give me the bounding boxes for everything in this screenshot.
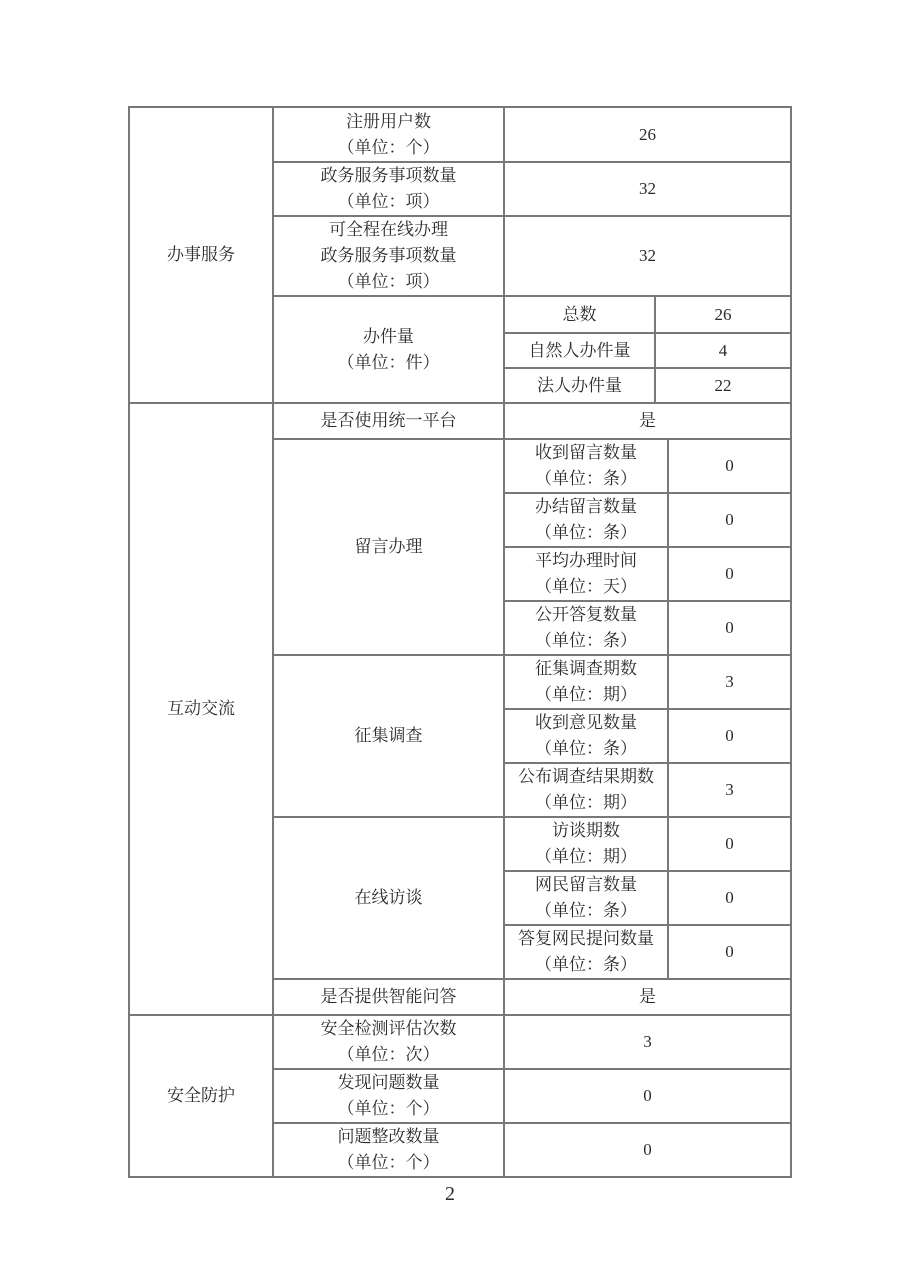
metric-label-cell: 是否使用统一平台 — [273, 403, 504, 439]
metric-label-cell — [273, 107, 504, 162]
sub-metric-label: 征集调查期数 — [535, 659, 637, 678]
metric-group-cell: 留言办理 — [273, 439, 504, 655]
metric-label: 办件量 — [363, 326, 414, 346]
sub-metric-label-cell — [504, 439, 668, 493]
sub-metric-unit: （单位：条） — [535, 955, 637, 974]
metric-label-cell — [273, 162, 504, 216]
sub-metric-label: 法人办件量 — [504, 368, 655, 403]
sub-metric-label: 平均办理时间 — [535, 551, 637, 570]
sub-metric-label-cell — [504, 547, 668, 601]
sub-metric-label-cell — [504, 817, 668, 871]
metric-value: 是 — [504, 979, 791, 1015]
sub-metric-label: 网民留言数量 — [535, 875, 637, 894]
sub-metric-label: 总数 — [504, 296, 655, 333]
metric-label: 可全程在线办理 — [329, 220, 448, 239]
report-table — [128, 106, 792, 1178]
sub-metric-value: 0 — [668, 493, 791, 547]
metric-unit: （单位：个） — [337, 1099, 440, 1118]
sub-metric-value: 0 — [668, 601, 791, 655]
sub-metric-label-cell — [504, 493, 668, 547]
metric-label: 问题整改数量 — [337, 1127, 440, 1146]
section-category: 办事服务 — [129, 107, 273, 403]
metric-label: 安全检测评估次数 — [320, 1019, 457, 1038]
sub-metric-value: 0 — [668, 817, 791, 871]
sub-metric-value: 4 — [655, 333, 791, 368]
sub-metric-label: 公布调查结果期数 — [518, 767, 654, 786]
sub-metric-value: 22 — [655, 368, 791, 403]
metric-group-cell: 在线访谈 — [273, 817, 504, 979]
sub-metric-unit: （单位：天） — [535, 577, 637, 596]
sub-metric-label-cell — [504, 709, 668, 763]
sub-metric-value: 3 — [668, 763, 791, 817]
page-number: 2 — [445, 1183, 455, 1205]
metric-group-cell — [273, 296, 504, 403]
sub-metric-unit: （单位：条） — [535, 523, 637, 542]
sub-metric-label-cell — [504, 601, 668, 655]
sub-metric-unit: （单位：期） — [535, 685, 637, 704]
metric-label: 政务服务事项数量 — [320, 246, 457, 265]
sub-metric-value: 0 — [668, 709, 791, 763]
metric-label-cell — [273, 1015, 504, 1069]
section-category: 安全防护 — [129, 1015, 273, 1177]
sub-metric-label: 公开答复数量 — [535, 605, 637, 624]
metric-value: 0 — [504, 1069, 791, 1123]
metric-label-cell — [273, 1069, 504, 1123]
sub-metric-label-cell — [504, 655, 668, 709]
metric-unit: （单位：个） — [337, 1153, 440, 1172]
metric-unit: （单位：项） — [337, 272, 440, 291]
metric-value: 0 — [504, 1123, 791, 1177]
sub-metric-unit: （单位：条） — [535, 739, 637, 758]
metric-label: 政务服务事项数量 — [320, 166, 457, 185]
metric-value: 26 — [504, 107, 791, 162]
sub-metric-label-cell — [504, 925, 668, 979]
sub-metric-label: 办结留言数量 — [535, 497, 637, 516]
metric-value: 32 — [504, 162, 791, 216]
metric-value: 是 — [504, 403, 791, 439]
sub-metric-unit: （单位：期） — [535, 793, 637, 812]
metric-label-cell: 是否提供智能问答 — [273, 979, 504, 1015]
sub-metric-label: 收到意见数量 — [535, 713, 637, 732]
metric-group-cell: 征集调查 — [273, 655, 504, 817]
sub-metric-value: 3 — [668, 655, 791, 709]
metric-value: 32 — [504, 216, 791, 296]
sub-metric-value: 0 — [668, 925, 791, 979]
sub-metric-value: 0 — [668, 871, 791, 925]
section-category: 互动交流 — [129, 403, 273, 1015]
sub-metric-value: 26 — [655, 296, 791, 333]
metric-label: 注册用户数 — [346, 111, 431, 131]
sub-metric-label: 收到留言数量 — [535, 443, 637, 462]
sub-metric-label: 自然人办件量 — [504, 333, 655, 368]
sub-metric-unit: （单位：条） — [535, 901, 637, 920]
metric-label: 发现问题数量 — [337, 1073, 440, 1092]
metric-unit: （单位：次） — [337, 1045, 440, 1064]
metric-unit: （单位：件） — [337, 352, 440, 372]
metric-value: 3 — [504, 1015, 791, 1069]
sub-metric-label: 答复网民提问数量 — [518, 929, 654, 948]
sub-metric-label-cell — [504, 763, 668, 817]
sub-metric-value: 0 — [668, 439, 791, 493]
metric-label-cell — [273, 1123, 504, 1177]
sub-metric-unit: （单位：条） — [535, 631, 637, 650]
metric-unit: （单位：个） — [337, 137, 440, 157]
sub-metric-label: 访谈期数 — [552, 821, 620, 840]
metric-label-cell — [273, 216, 504, 296]
sub-metric-unit: （单位：条） — [535, 469, 637, 488]
metric-unit: （单位：项） — [337, 192, 440, 211]
sub-metric-unit: （单位：期） — [535, 847, 637, 866]
sub-metric-value: 0 — [668, 547, 791, 601]
sub-metric-label-cell — [504, 871, 668, 925]
